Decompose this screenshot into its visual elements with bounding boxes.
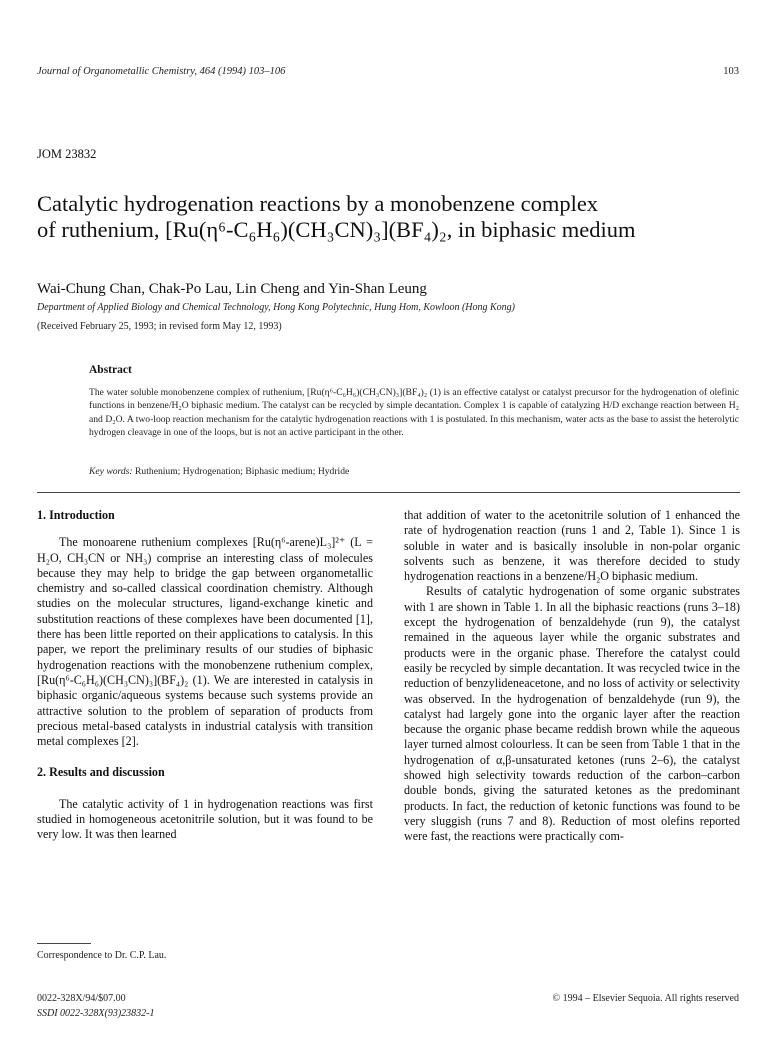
right-paragraph-1: that addition of water to the acetonitrile solution of 1 enhanced the rate of hydrogenation reaction (runs 1 and 2, Table 1). Since 1 is soluble in water and is basically insoluble in non-polar organic solvents such as benzene, it was therefore decided to study hydrogenation reactions in a benzene/H₂O biphasic medium. — [404, 508, 740, 584]
left-column — [37, 508, 373, 843]
page-number: 103 — [723, 66, 739, 77]
footnote-divider — [37, 943, 91, 944]
authors: Wai-Chung Chan, Chak-Po Lau, Lin Cheng and Yin-Shan Leung — [37, 281, 427, 297]
abstract-text: The water soluble monobenzene complex of ruthenium, [Ru(η⁶-C₆H₆)(CH₃CN)₃](BF₄)₂ (1) is an effective catalyst or catalyst precursor for the hydrogenation of olefinic functions in benzene/H₂O biphasic medium. The catalyst can be recycled by simple decantation. Complex 1 is capable of catalyzing H/D exchange reaction between H₂ and D₂O. A two-loop reaction mechanism for the catalytic hydrogenation reactions with 1 is postulated. In this mechanism, water acts as the base to assist the heterolytic hydrogen cleavage in one of the loops, but is not an active participant in the other. — [89, 387, 739, 439]
received-dates: (Received February 25, 1993; in revised form May 12, 1993) — [37, 321, 282, 332]
title-line-2: of ruthenium, [Ru(η⁶-C₆H₆)(CH₃CN)₃](BF₄)₂, in biphasic medium — [37, 217, 636, 242]
results-heading: 2. Results and discussion — [37, 765, 165, 780]
issn-code: 0022-328X/94/$07.00 — [37, 993, 126, 1004]
paper-title — [37, 191, 742, 243]
section-divider — [37, 492, 740, 493]
keywords-label: Key words: — [89, 466, 133, 477]
jom-id: JOM 23832 — [37, 147, 97, 161]
right-paragraph-2: Results of catalytic hydrogenation of some organic substrates with 1 are shown in Table 1. In all the biphasic reactions (runs 3–18) except the hydrogenation of benzaldehyde (run 9), the catalyst remained in the aqueous layer while the organic substrates and products were in the organic phase. Therefore the catalyst could easily be recycled by simple decantation. It was recycled twice in the reduction of benzylideneacetone, and no loss of activity or selectivity was observed. In the hydrogenation of benzaldehyde (run 9), the catalyst had largely gone into the organic layer after the reaction because the organic phase became reddish brown while the aqueous layer turned almost colourless. It can be seen from Table 1 that in the hydrogenation of α,β-unsaturated ketones (runs 2–6), the catalyst showed high selectivity towards reduction of the carbon–carbon double bonds, giving the saturated ketones as the predominant products. In fact, the reduction of ketonic functions was found to be very sluggish (runs 7 and 8). Reduction of most olefins reported were fast, the reactions were practically com- — [404, 584, 740, 844]
results-text: The catalytic activity of 1 in hydrogenation reactions was first studied in homogeneous acetonitrile solution, but it was found to be very low. It was then learned — [37, 796, 373, 842]
keywords-list: Ruthenium; Hydrogenation; Biphasic medium; Hydride — [135, 466, 350, 477]
title-line-1: Catalytic hydrogenation reactions by a monobenzene complex — [37, 191, 599, 216]
copyright-notice: © 1994 – Elsevier Sequoia. All rights reserved — [552, 993, 739, 1004]
keywords — [89, 466, 349, 477]
affiliation: Department of Applied Biology and Chemical Technology, Hong Kong Polytechnic, Hung Hom, Kowloon (Hong Kong) — [37, 302, 516, 313]
right-column — [404, 508, 740, 845]
journal-citation: Journal of Organometallic Chemistry, 464 (1994) 103–106 — [37, 66, 286, 77]
introduction-heading: 1. Introduction — [37, 508, 115, 522]
correspondence-footnote: Correspondence to Dr. C.P. Lau. — [37, 950, 167, 961]
introduction-text: The monoarene ruthenium complexes [Ru(η⁶-arene)L₃]²⁺ (L = H₂O, CH₃CN or NH₃) comprise an interesting class of molecules because they may help to bridge the gap between organometallic chemistry and so-called classical coordination chemistry. Although studies on the molecular structures, ligand-exchange kinetic and substitution reactions of these complexes have been documented [1], there has been little reported on their applications to catalysis. In this paper, we report the preliminary results of our studies of biphasic hydrogenation reactions with the monobenzene ruthenium complex, [Ru(η⁶-C₆H₆)(CH₃CN)₃](BF₄)₂ (1). We are interested in catalysis in biphasic organic/aqueous systems because such systems provide an attractive solution to the problem of separation of products from precious metal-based catalysts in industrial catalysis with transition metal complexes [2]. — [37, 535, 373, 749]
abstract-heading: Abstract — [89, 364, 132, 376]
ssdi-code: SSDI 0022-328X(93)23832-1 — [37, 1008, 155, 1019]
